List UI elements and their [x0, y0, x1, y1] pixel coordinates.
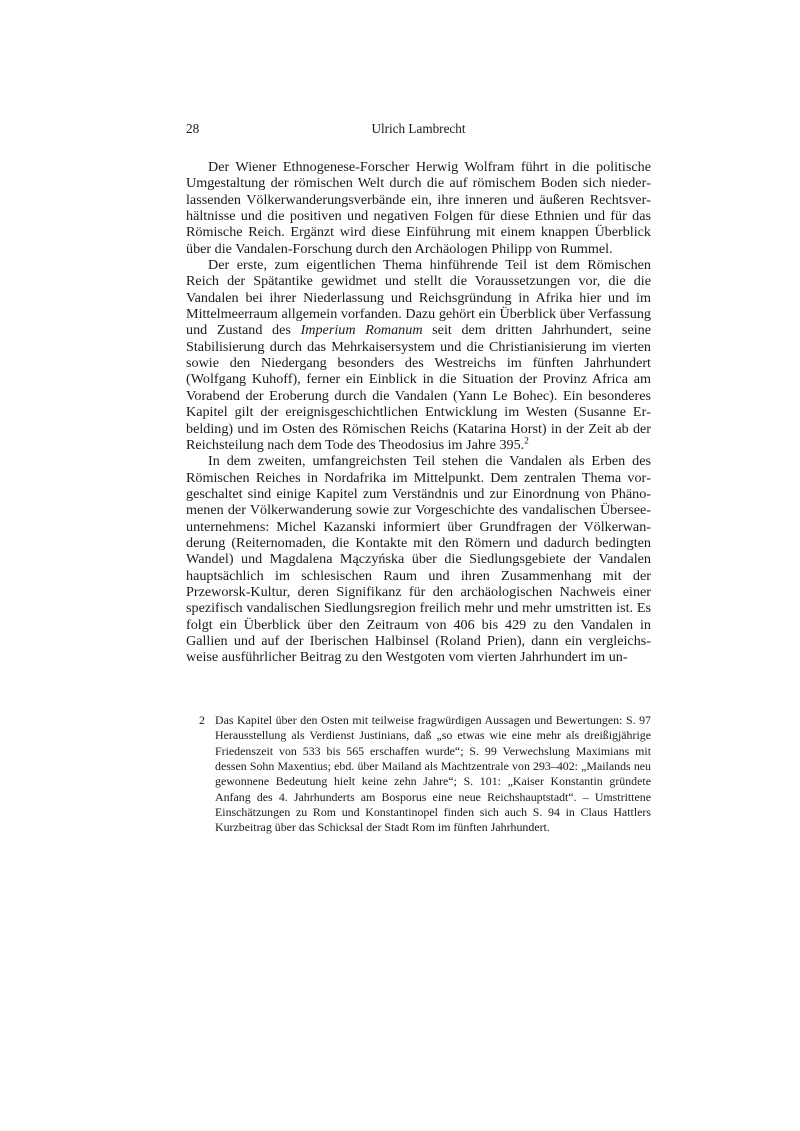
paragraph-1 — [186, 159, 651, 257]
paragraph-2-text-end: seit dem dritten Jahrhundert, seine Stabilisierung durch das Mehrkaisersystem und die Christianisierung im vierten sowie den Niedergang besonders des Westreichs im fünften Jahrhundert (Wolfgang Kuhoff), ferner ein Einblick in die Situation der Provinz Africa am Vorabend der Eroberung durch die Vandalen (Yann Le Bohec). Ein besonderes Kapitel gilt der ereignisgeschichtlichen Entwicklung im Westen (Susanne Erbelding) und im Osten des Römischen Reichs (Katarina Horst) in der Zeit ab der Reichsteilung nach dem Tode des Theodosius im Jahre 395. — [186, 322, 651, 453]
page-header — [186, 121, 651, 139]
body-text — [186, 159, 651, 666]
paragraph-3-text: In dem zweiten, umfangreichsten Teil stehen die Vandalen als Erben des Römischen Reiches in Nordafrika im Mittelpunkt. Dem zentralen Thema vorgeschaltet sind einige Kapitel zum Verständnis und zur Einordnung von Phänomenen der Völkerwanderung sowie zur Vorgeschichte des vandalischen Überseeunternehmens: Michel Kazanski informiert über Grundfragen der Völkerwanderung (Reiternomaden, die Kontakte mit den Römern und dadurch bedingten Wandel) und Magdalena Mączyńska über die Siedlungsgebiete der Vandalen hauptsächlich im schlesischen Raum und ihren Zusammenhang mit der Przeworsk-Kultur, deren Signifikanz für den archäologischen Nachweis einer spezifisch vandalischen Siedlungsregion freilich mehr und mehr umstritten ist. Es folgt ein Überblick über den Zeitraum von 406 bis 429 zu den Vandalen in Gallien und auf der Iberischen Halbinsel (Roland Prien), dann ein vergleichsweise ausführlicher Beitrag zu den Westgoten vom vierten Jahrhundert im un- — [186, 453, 651, 666]
footnotes-section — [199, 713, 651, 836]
paragraph-2-text-start: Der erste, zum eigentlichen Thema hinführende Teil ist dem Römischen Reich der Spätantike gewidmet und stellt die Voraussetzungen vor, die die Vandalen bei ihrer Niederlassung und Reichsgründung in Afrika hier und im Mittelmeerraum allgemein vorfanden. Dazu gehört ein Überblick über Verfassung und Zustand des — [186, 257, 651, 339]
running-head-author: Ulrich Lambrecht — [371, 121, 466, 136]
paragraph-3 — [186, 453, 651, 665]
footnote-number: 2 — [199, 713, 205, 727]
page-number: 28 — [186, 121, 200, 136]
footnote — [199, 713, 651, 836]
footnote-reference-2[interactable]: 2 — [524, 435, 529, 446]
paragraph-2 — [186, 257, 651, 453]
paragraph-1-text: Der Wiener Ethnogenese-Forscher Herwig Wolfram führt in die politische Umgestaltung der römischen Welt durch die auf römischem Boden sich niederlassenden Völkerwanderungsverbände ein, ihre inneren und äußeren Rechtsverhältnisse und die positiven und negativen Folgen für diese Ethnien und für das Römische Reich. Ergänzt wird diese Einführung mit einem knappen Überblick über die Vandalen-Forschung durch den Archäologen Philipp von Rummel. — [186, 159, 651, 257]
footnote-text: Das Kapitel über den Osten mit teilweise fragwürdigen Aussagen und Bewertungen: S. 97 Herausstellung als Verdienst Justinians, daß „so etwas wie eine mehr als dreißigjährige Friedenszeit von 533 bis 565 erschaffen wurde“; S. 99 Verwechslung Maximians mit dessen Sohn Maxentius; ebd. über Mailand als Machtzentrale von 293–402: „Mailands neu gewonnene Bedeutung hielt keine zehn Jahre“; S. 101: „Kaiser Konstantin gründete Anfang des 4. Jahrhunderts am Bosporus eine neue Reichshauptstadt“. – Umstrittene Einschätzungen zu Rom und Konstantinopel finden sich auch S. 94 in Claus Hattlers Kurzbeitrag über das Schicksal der Stadt Rom im fünften Jahrhundert. — [215, 713, 651, 835]
paragraph-2-italic-term: Imperium Romanum — [300, 322, 423, 339]
